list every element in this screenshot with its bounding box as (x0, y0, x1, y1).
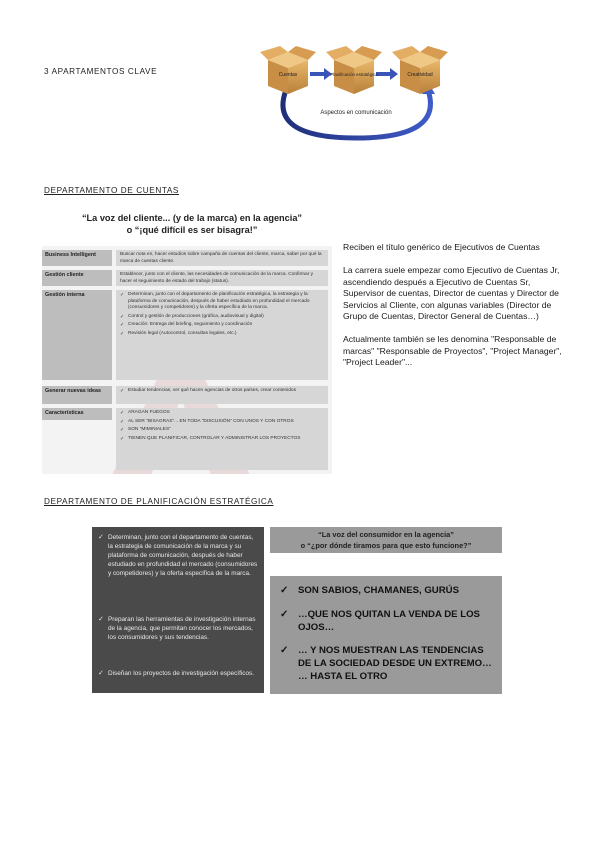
box-label-creatividad: Creatividad (407, 72, 433, 78)
row-content (116, 408, 328, 470)
row-content (116, 290, 328, 380)
diagram-caption: Aspectos en comunicación (320, 110, 392, 116)
list-item: ✓ Estudiar tendencias, ver qué hacen agencias de otros países, crear contenidos (120, 388, 324, 395)
check-icon: ✓ (280, 585, 289, 596)
list-item: ✓ ARAGAN FUEGOS (120, 410, 324, 417)
row-label: Generar nuevas ideas (42, 386, 112, 404)
row-content (116, 386, 328, 404)
list-item: ✓ Creación: Entrega del briefing, seguimiento y coordinación (120, 322, 324, 329)
box-planificacion (326, 46, 382, 94)
cuentas-paragraph-3: Actualmente también se les denomina "Responsable de marcas" "Responsable de Proyectos", "Project Manager", "Project Leader"... (343, 334, 562, 368)
list-item: ✓ … Y NOS MUESTRAN LAS TENDENCIAS DE LA SOCIEDAD DESDE UN EXTREMO… … HASTA EL OTRO (280, 645, 492, 682)
check-icon: ✓ (280, 609, 289, 620)
cuentas-description (343, 242, 565, 369)
row-label: Gestión cliente (42, 270, 112, 286)
row-label: Business Intelligent (42, 250, 112, 266)
planificacion-quote-line2: o “¿por dónde tiramos para que esto funcione?” (300, 541, 472, 550)
list-item: ✓ Preparan las herramientas de investigación internas de la agencia, que permitan conocer los mercados, los consumidores y sus tendencias. (98, 616, 256, 641)
cuentas-functions-table (42, 246, 332, 474)
section-title-apartamentos: 3 APARTAMENTOS CLAVE (44, 67, 158, 76)
row-content: Establecer, junto con el cliente, las necesidades de comunicación de la marca. Confirmar y hacer el seguimiento de estado del trabajo (status). (116, 270, 328, 286)
check-icon: ✓ (98, 670, 104, 677)
planificacion-quote-line1: “La voz del consumidor en la agencia” (318, 530, 454, 539)
list-item: ✓ TIENEN QUE PLANIFICAR, CONTROLAR Y ADMINISTRAR LOS PROYECTOS (120, 436, 324, 443)
box-cuentas (260, 46, 316, 94)
cuentas-paragraph-2: La carrera suele empezar como Ejecutivo de Cuentas Jr, ascendiendo después a Ejecutivo de Cuentas Sr, Supervisor de cuentas, Director de cuentas y Director de Servicios al Cliente, con algunas variables (Director de Grupo de Cuentas, Director General de Cuentas…) (343, 265, 560, 322)
box-creatividad (392, 46, 448, 94)
list-item: ✓ SON "MIMINIALES" (120, 427, 324, 434)
list-item: ✓ AL SER "BISAGRAS"... EN TODA "DISCUSIÓN" CON UNOS Y CON OTROS (120, 419, 324, 426)
list-item: ✓ Determinan, junto con el departamento de planificación estratégica, la estrategia y la plataforma de comunicación, después de haber estudiado en profundidad el mercado (consumidores y competidores) y la oferta específica de la marca. (120, 292, 324, 312)
departments-diagram (258, 38, 454, 148)
check-icon: ✓ (98, 534, 104, 541)
row-label: Gestión interna (42, 290, 112, 380)
cuentas-quote-line2: o “¡qué difícil es ser bisagra!” (126, 225, 258, 235)
row-content: Buscar nota en, hacer estudios sobre campaña de cuentas del cliente, marca, saber por qué la marca de cuestas cliente. (116, 250, 328, 266)
box-label-planificacion: Planificación estratégica (330, 72, 378, 77)
list-item: ✓ SON SABIOS, CHAMANES, GURÚS (280, 585, 459, 596)
cuentas-quote (52, 212, 332, 236)
cuentas-paragraph-1: Reciben el título genérico de Ejecutivos de Cuentas (343, 242, 540, 252)
planificacion-quote (270, 527, 502, 553)
list-item: ✓ Control y gestión de producciones (gráfica, audiovisual y digital) (120, 314, 324, 321)
section-title-planificacion: DEPARTAMENTO DE PLANIFICACIÓN ESTRATÉGICA (44, 497, 274, 506)
cuentas-quote-line1: “La voz del cliente... (y de la marca) en la agencia” (81, 213, 303, 223)
planificacion-characteristics-slide (270, 576, 502, 694)
check-icon: ✓ (98, 616, 104, 623)
list-item: ✓ Diseñan los proyectos de investigación específicos. (98, 670, 254, 677)
box-label-cuentas: Cuentas (278, 72, 298, 78)
list-item: ✓ …QUE NOS QUITAN LA VENDA DE LOS OJOS… (280, 609, 480, 633)
list-item: ✓ Determinan, junto con el departamento de cuentas, la estrategia de comunicación de la marca y su plataforma de comunicación, después de haber estudiado en profundidad el mercado (consumidores y competidores) y la oferta específica de la marca. (98, 534, 258, 577)
section-title-cuentas: DEPARTAMENTO DE CUENTAS (44, 186, 179, 195)
planificacion-functions-slide (92, 527, 264, 693)
list-item: ✓ Revisión legal (Autocontrol, consultas legales, etc.) (120, 331, 324, 338)
row-label: Características (42, 408, 112, 420)
check-icon: ✓ (280, 645, 289, 656)
